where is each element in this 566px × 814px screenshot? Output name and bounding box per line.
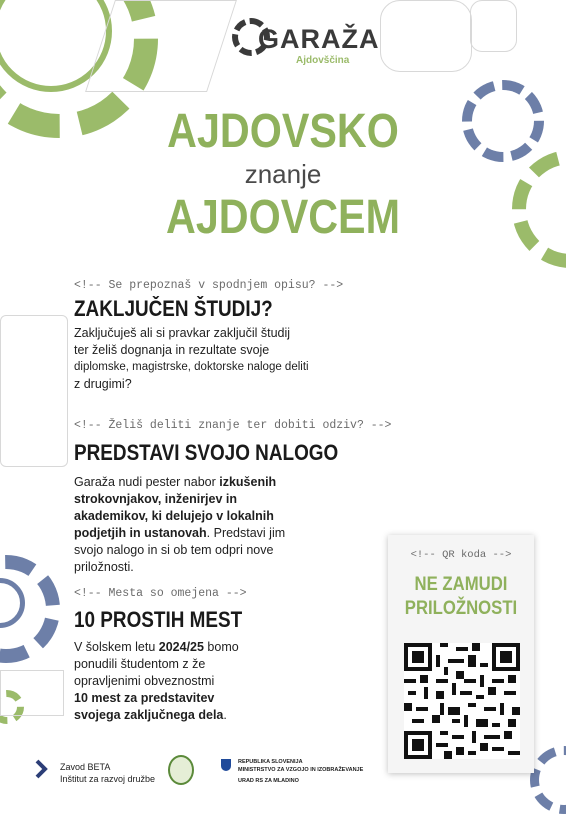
technical-sketch [0,315,68,467]
slovenia-coat-of-arms-icon [221,759,231,771]
headline-line-3: AJDOVCEM [166,191,400,244]
section-title: 10 PROSTIH MEST [74,607,243,632]
qr-title: NE ZAMUDI PRILOŽNOSTI [404,574,518,619]
logo-subtitle: Ajdovščina [296,55,350,66]
qr-pattern-icon [404,643,520,759]
headline-line-1: AJDOVSKO [167,105,399,158]
qr-comment: <!-- QR koda --> [410,549,512,561]
technical-sketch [470,0,517,52]
qr-code[interactable] [404,643,520,759]
qr-card [388,535,534,773]
section-body: V šolskem letu 2024/25 bomo ponudili študentom z že opravljenimi obveznostmi 10 mest za predstavitev svojega zaključnega dela. [74,640,239,722]
headline-line-2: znanje [244,159,322,189]
section-body: Zaključuješ ali si pravkar zaključil študij ter želiš dognanja in rezultate svoje diplomske, magistrske, doktorske naloge deliti z drugimi? [74,326,309,391]
technical-sketch [0,670,64,716]
section-title: PREDSTAVI SVOJO NALOGO [74,440,339,465]
technical-sketch [380,0,472,72]
partner-logo-icon [168,755,194,785]
section-title: ZAKLJUČEN ŠTUDIJ? [74,296,273,321]
section-comment: <!-- Želiš deliti znanje ter dobiti odziv? --> [74,419,392,432]
gear-icon [530,746,566,814]
logo-name: GARAŽA [258,24,380,54]
section-body: Garaža nudi pester nabor izkušenih strokovnjakov, inženirjev in akademikov, ki delujejo v lokalnih podjetjih in ustanovah. Predstavi jim svojo nalogo in si ob tem odpri nove priložnosti. [74,475,286,574]
zavod-beta-logo-icon [34,759,48,779]
section-comment: <!-- Mesta so omejena --> [74,587,247,600]
section-comment: <!-- Se prepoznaš v spodnjem opisu? --> [74,279,344,292]
footer-partner-beta: Zavod BETA Inštitut za razvoj družbe [60,762,156,784]
footer-partner-government: REPUBLIKA SLOVENIJA MINISTRSTVO ZA VZGOJO IN IZOBRAŽEVANJE URAD RS ZA MLADINO [238,759,364,784]
